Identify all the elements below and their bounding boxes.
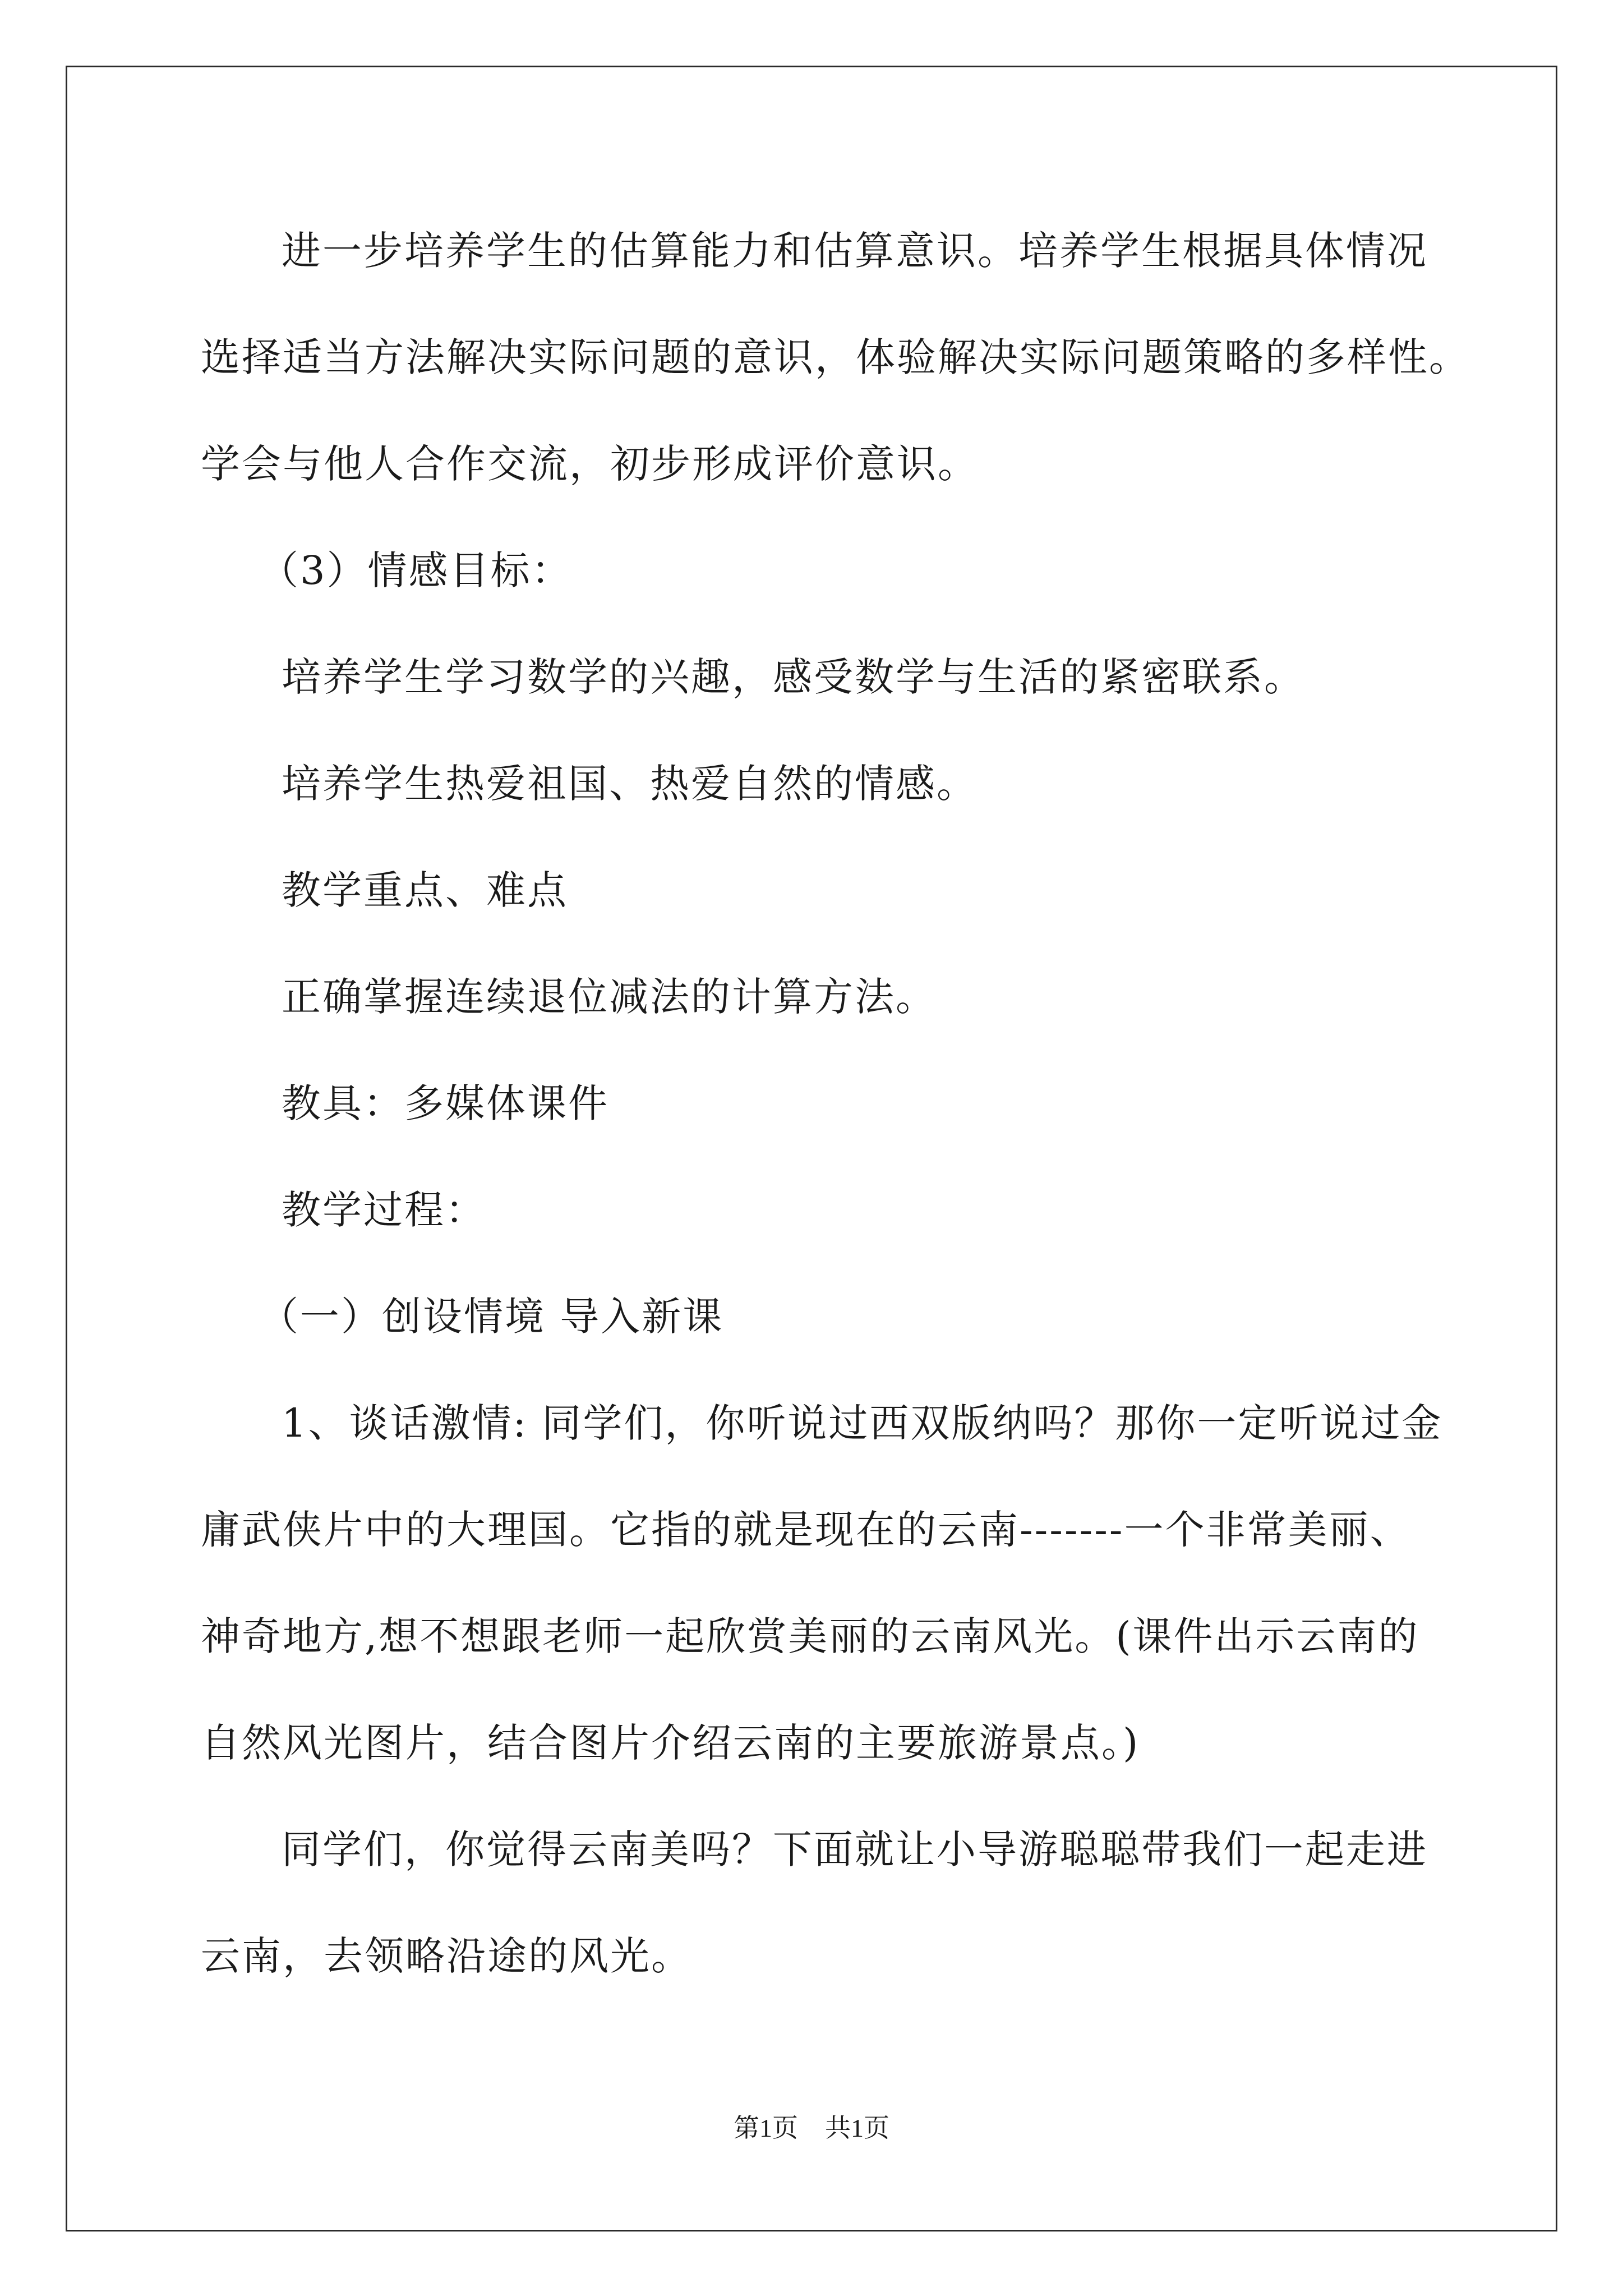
paragraph-line: 同学们，你觉得云南美吗？下面就让小导游聪聪带我们一起走进 [282,1826,1428,1872]
section-heading: 教学过程： [282,1187,486,1233]
paragraph-line: 选择适当方法解决实际问题的意识，体验解决实际问题策略的多样性。 [201,334,1470,380]
page-total: 共1页 [825,2114,889,2142]
paragraph-line: 1、谈话激情: 同学们，你听说过西双版纳吗？那你一定听说过金 [282,1400,1443,1446]
paragraph-line: 神奇地方,想不想跟老师一起欣赏美丽的云南风光。(课件出示云南的 [201,1613,1419,1659]
paragraph-line: 培养学生热爱祖国、热爱自然的情感。 [282,761,978,807]
paragraph-line: 培养学生学习数学的兴趣，感受数学与生活的紧密联系。 [282,654,1305,700]
paragraph-line: 正确掌握连续退位减法的计算方法。 [282,974,937,1020]
page-border [66,66,1557,2231]
section-heading: 教学重点、难点 [282,867,568,913]
paragraph-line: 庸武侠片中的大理国。它指的就是现在的云南-------一个非常美丽、 [201,1507,1411,1553]
paragraph-line: 自然风光图片，结合图片介绍云南的主要旅游景点。) [201,1720,1140,1766]
paragraph-line: 学会与他人合作交流，初步形成评价意识。 [201,441,979,487]
paragraph-line: 进一步培养学生的估算能力和估算意识。培养学生根据具体情况 [282,228,1428,274]
paragraph-line: 教具：多媒体课件 [282,1080,609,1126]
page-footer [0,2111,1623,2145]
section-heading: （一）创设情境 导入新课 [259,1294,724,1340]
section-heading: （3）情感目标： [259,547,573,593]
paragraph-line: 云南，去领略沿途的风光。 [201,1933,692,1979]
page-number: 第1页 [734,2114,798,2142]
